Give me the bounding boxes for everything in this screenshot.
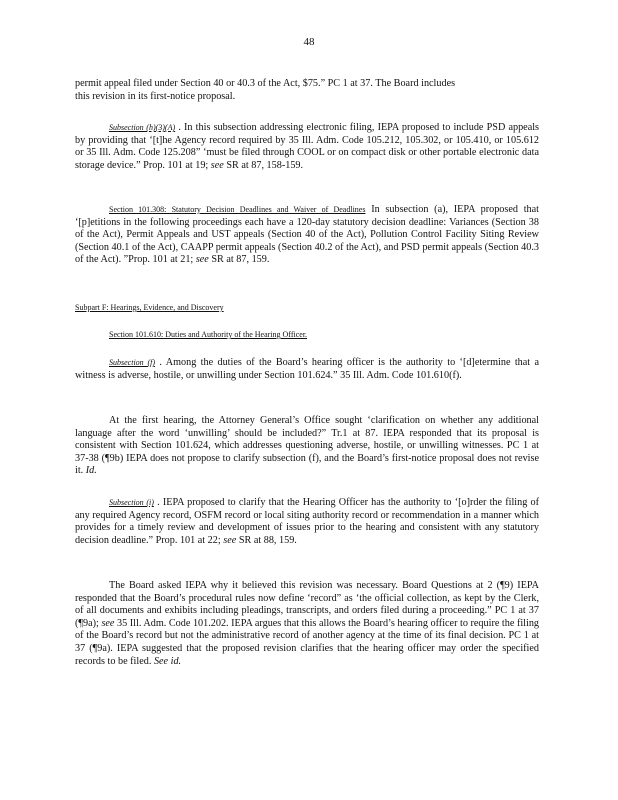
paragraph-permit-fee [75, 78, 539, 103]
paragraph-text: . Among the duties of the Board’s hearing officer is the authority to ‘[d]etermine that a witness is adverse, hostile, or unwilling under Section 101.624.” 35 Ill. Adm. Code 101.610(f). [75, 357, 539, 381]
see-id-signal: See id. [153, 655, 182, 667]
paragraph-text: The Board asked IEPA why it believed this revision was necessary. Board Questions at 2 (¶9) IEPA responded that the Board’s procedural rules now define ‘record” as ‘the official collection, as kept by the Clerk, of all documents and exhibits including pleadings, transcripts, and orders filed during a proceeding.” PC 1 at 37 (¶9a); [75, 580, 539, 629]
subpart-heading: Subpart F: Hearings, Evidence, and Discovery [75, 303, 224, 312]
paragraph-text: permit appeal filed under Section 40 or 40.3 of the Act, $75.” PC 1 at 37. The Board includes [75, 78, 456, 89]
paragraph-text: this revision in its first-notice proposal. [75, 90, 236, 102]
paragraph-text: SR at 87, 158-159. [226, 159, 304, 171]
paragraph-text: SR at 87, 159. [211, 254, 270, 266]
see-signal: see [195, 254, 209, 266]
paragraph-board-questions [75, 580, 539, 668]
paragraph-text: SR at 88, 159. [238, 534, 297, 546]
subsection-label: Subsection (h)(3)(A) [109, 123, 176, 132]
paragraph-text: In subsection (a), IEPA proposed that ‘[p]etitions in the following proceedings each have a 120-day statutory decision deadline: Variances (Section 38 of the Act), Permit Appeals and UST appeals (Section 40 of the Act), Pollution Control Facility Siting Review (Section 40.1 of the Act), CAAPP permit appeals (Section 40.2 of the Act), and PSD permit appeals (Section 40.3 of the Act). ”Prop. 101 at 21; [75, 204, 539, 266]
paragraph-first-hearing [75, 415, 539, 478]
section-heading: Section 101.308: Statutory Decision Deadlines and Waiver of Deadlines [109, 205, 366, 214]
section-heading: Section 101.610: Duties and Authority of the Hearing Officer. [109, 330, 308, 339]
subsection-label: Subsection (f) [109, 358, 156, 367]
page-number: 48 [303, 36, 315, 48]
paragraph-subsection-f [75, 357, 539, 382]
see-signal: see [223, 534, 237, 546]
paragraph-subsection-i [75, 497, 539, 547]
paragraph-text: At the first hearing, the Attorney General’s Office sought ‘clarification on whether any additional language after the word ‘unwilling’ should be included?” Tr.1 at 87. IEPA responded that its proposal is consistent with Section 101.624, which addresses questioning adverse, hostile, or unwilling witnesses. PC 1 at 37-38 (¶9b) IEPA does not propose to clarify subsection (f), and the Board’s first-notice proposal does not revise it. [75, 415, 539, 477]
paragraph-section-101-308 [75, 204, 539, 267]
paragraph-text: . In this subsection addressing electronic filing, IEPA proposed to include PSD appeals by providing that ‘[t]he Agency record required by 35 Ill. Adm. Code 105.212, 105.302, or 105.410, or 105.612 or 35 Ill. Adm. Code 125.208” ‘must be filed through COOL or on compact disk or other portable electronic data storage device.” Prop. 101 at 19; [75, 122, 540, 171]
subsection-label: Subsection (i) [109, 498, 154, 507]
see-signal: see [101, 617, 115, 629]
see-signal: see [210, 159, 224, 171]
paragraph-subsection-h3a [75, 122, 539, 172]
id-signal: Id. [85, 465, 97, 477]
paragraph-text: 35 Ill. Adm. Code 101.202. IEPA argues that this allows the Board’s hearing officer to require the filing of the Board’s record but not the administrative record of another agency at the time of its final decision. PC 1 at 37 (¶9a). IEPA suggested that the proposed revision clarifies that the hearing officer may order the specified records to be filed. [75, 617, 540, 667]
paragraph-text: . IEPA proposed to clarify that the Hearing Officer has the authority to ‘[o]rder the filing of any required Agency record, OSFM record or local siting authority record or recommendation in a manner which provides for a timely review and development of issues prior to the hearing and consistent with any statutory decision deadline.” Prop. 101 at 22; [75, 497, 539, 546]
